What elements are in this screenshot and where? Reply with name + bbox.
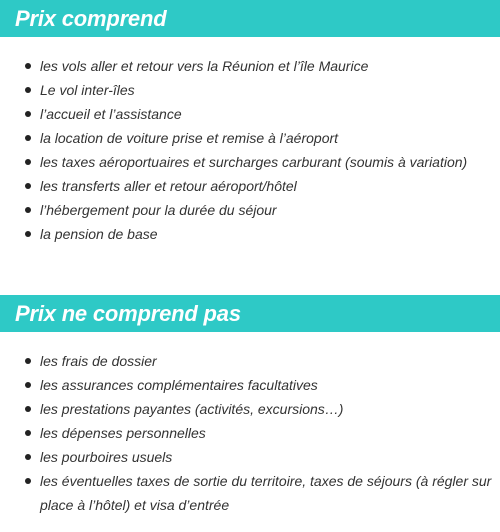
list-item-text: Le vol inter-îles — [40, 82, 135, 98]
list-item-text: les taxes aéroportuaires et surcharges carburant (soumis à variation) — [40, 154, 468, 170]
list-item-text: les transferts aller et retour aéroport/hôtel — [40, 178, 297, 194]
list-item-text: la location de voiture prise et remise à l’aéroport — [40, 130, 339, 146]
list-item-text: l’hébergement pour la durée du séjour — [40, 202, 277, 218]
bullet-icon — [25, 135, 31, 141]
not-included-list — [0, 349, 500, 517]
section-included — [0, 0, 500, 246]
bullet-icon — [25, 207, 31, 213]
list-item — [0, 222, 500, 246]
list-item-text: l’accueil et l’assistance — [40, 106, 182, 122]
list-item-text: les prestations payantes (activités, excursions…) — [40, 401, 344, 417]
bullet-icon — [25, 183, 31, 189]
bullet-icon — [25, 159, 31, 165]
list-item-text: les frais de dossier — [40, 353, 157, 369]
list-item-text: les assurances complémentaires facultatives — [40, 377, 318, 393]
list-item-text: les dépenses personnelles — [40, 425, 206, 441]
list-item — [0, 198, 500, 222]
bullet-icon — [25, 358, 31, 364]
list-item — [0, 445, 500, 469]
bullet-icon — [25, 454, 31, 460]
list-item — [0, 126, 500, 150]
list-item — [0, 469, 500, 517]
bullet-icon — [25, 63, 31, 69]
list-item-text: les vols aller et retour vers la Réunion et l’île Maurice — [40, 58, 369, 74]
list-item — [0, 174, 500, 198]
list-item — [0, 150, 500, 174]
bullet-icon — [25, 111, 31, 117]
list-item — [0, 54, 500, 78]
list-item — [0, 397, 500, 421]
bullet-icon — [25, 87, 31, 93]
section-title-included: Prix comprend — [0, 0, 500, 37]
list-item — [0, 102, 500, 126]
list-item-text: les éventuelles taxes de sortie du territoire, taxes de séjours (à régler sur place à l’hôtel) et visa d’entrée — [40, 473, 492, 513]
bullet-icon — [25, 430, 31, 436]
list-item — [0, 349, 500, 373]
bullet-icon — [25, 231, 31, 237]
list-item — [0, 78, 500, 102]
included-list — [0, 54, 500, 246]
bullet-icon — [25, 406, 31, 412]
list-item-text: les pourboires usuels — [40, 449, 173, 465]
list-item-text: la pension de base — [40, 226, 158, 242]
section-not-included — [0, 295, 500, 517]
list-item — [0, 421, 500, 445]
bullet-icon — [25, 478, 31, 484]
section-title-not-included: Prix ne comprend pas — [0, 295, 500, 332]
bullet-icon — [25, 382, 31, 388]
list-item — [0, 373, 500, 397]
